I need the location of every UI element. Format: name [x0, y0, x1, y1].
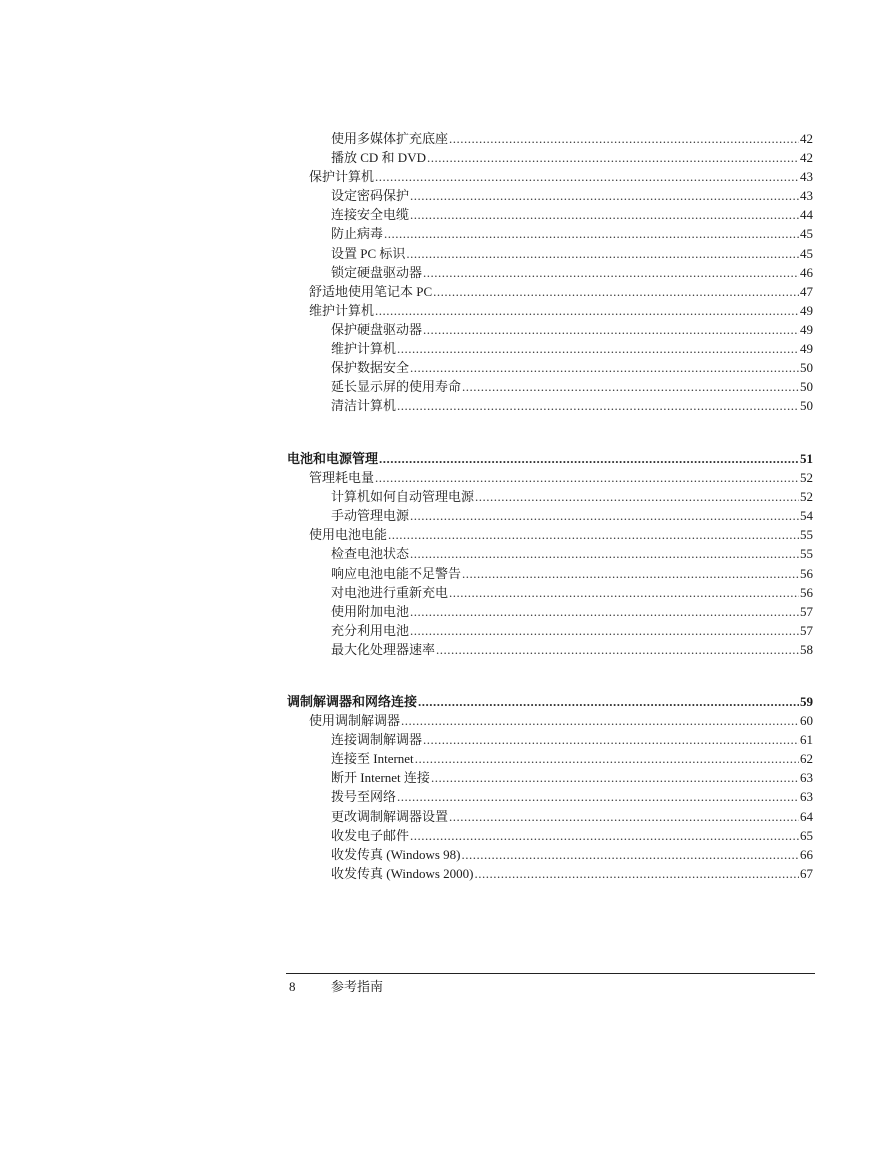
- dot-leader: [397, 396, 799, 415]
- dot-leader: [474, 864, 799, 883]
- dot-leader: [449, 129, 799, 148]
- toc-entry-page-number: 45: [800, 226, 813, 242]
- toc-entry-title: 检查电池状态: [331, 546, 410, 562]
- dot-leader: [461, 845, 799, 864]
- dot-leader: [410, 544, 799, 563]
- toc-entry-page-number: 47: [800, 283, 813, 299]
- dot-leader: [410, 826, 799, 845]
- toc-entry-page-number: 62: [800, 751, 813, 767]
- toc-entry-page-number: 50: [800, 360, 813, 376]
- toc-entry-title: 手动管理电源: [331, 508, 410, 524]
- dot-leader: [388, 525, 799, 544]
- toc-entry-page-number: 56: [800, 584, 813, 600]
- toc-entry[interactable]: [287, 807, 813, 826]
- toc-section-2: [287, 449, 813, 659]
- toc-entry[interactable]: [287, 730, 813, 749]
- toc-entry[interactable]: [287, 826, 813, 845]
- toc-entry[interactable]: [287, 544, 813, 563]
- footer-page-number: 8: [289, 979, 296, 994]
- toc-entry-page-number: 49: [800, 321, 813, 337]
- toc-entry[interactable]: [287, 129, 813, 148]
- toc-entry-page-number: 52: [800, 470, 813, 486]
- toc-entry-page-number: 56: [800, 565, 813, 581]
- dot-leader: [384, 224, 799, 243]
- footer-book-title: 参考指南: [331, 979, 384, 994]
- toc-entry[interactable]: [287, 468, 813, 487]
- toc-entry-page-number: 43: [800, 169, 813, 185]
- toc-entry-title: 锁定硬盘驱动器: [331, 264, 423, 280]
- toc-entry-title: 计算机如何自动管理电源: [331, 489, 475, 505]
- toc-entry-page-number: 55: [800, 546, 813, 562]
- toc-entry[interactable]: [287, 506, 813, 525]
- toc-entry[interactable]: [287, 320, 813, 339]
- toc-entry[interactable]: [287, 186, 813, 205]
- toc-entry-page-number: 51: [800, 451, 813, 466]
- dot-leader: [375, 468, 799, 487]
- toc-entry-page-number: 61: [800, 732, 813, 748]
- toc-entry-title: 使用附加电池: [331, 603, 410, 619]
- toc-entry[interactable]: [287, 396, 813, 415]
- toc-entry-page-number: 64: [800, 808, 813, 824]
- dot-leader: [379, 449, 799, 468]
- dot-leader: [375, 167, 799, 186]
- toc-entry-title: 设定密码保护: [331, 188, 410, 204]
- toc-entry-title: 管理耗电量: [309, 470, 375, 486]
- dot-leader: [462, 564, 799, 583]
- footer-divider: [286, 973, 815, 974]
- toc-entry[interactable]: [287, 339, 813, 358]
- toc-section-1: [287, 129, 813, 415]
- toc-entry-title: 断开 Internet 连接: [331, 770, 430, 786]
- toc-entry-title: 充分利用电池: [331, 622, 410, 638]
- dot-leader: [397, 339, 799, 358]
- toc-entry-page-number: 57: [800, 603, 813, 619]
- toc-entry-title: 防止病毒: [331, 226, 384, 242]
- dot-leader: [406, 244, 799, 263]
- toc-entry-page-number: 42: [800, 131, 813, 146]
- toc-entry-title: 保护计算机: [309, 169, 375, 185]
- toc-entry[interactable]: [287, 301, 813, 320]
- dot-leader: [449, 807, 799, 826]
- toc-entry-title: 电池和电源管理: [287, 451, 379, 466]
- dot-leader: [433, 282, 799, 301]
- dot-leader: [475, 487, 799, 506]
- toc-entry-page-number: 54: [800, 508, 813, 524]
- toc-entry-page-number: 63: [800, 789, 813, 805]
- toc-entry[interactable]: [287, 864, 813, 883]
- dot-leader: [436, 640, 799, 659]
- toc-entry-page-number: 50: [800, 398, 813, 414]
- toc-entry-title: 收发电子邮件: [331, 827, 410, 843]
- toc-entry-title: 收发传真 (Windows 2000): [331, 865, 474, 881]
- toc-entry-page-number: 50: [800, 379, 813, 395]
- dot-leader: [418, 692, 799, 711]
- toc-entry-title: 最大化处理器速率: [331, 641, 436, 657]
- toc-entry-page-number: 66: [800, 846, 813, 862]
- toc-entry-title: 维护计算机: [309, 302, 375, 318]
- toc-entry[interactable]: [287, 845, 813, 864]
- dot-leader: [410, 358, 799, 377]
- toc-entry-page-number: 60: [800, 713, 813, 729]
- dot-leader: [410, 186, 799, 205]
- toc-entry-title: 舒适地使用笔记本 PC: [309, 283, 433, 299]
- toc-entry-page-number: 55: [800, 527, 813, 543]
- toc-entry[interactable]: [287, 640, 813, 659]
- dot-leader: [423, 320, 799, 339]
- toc-entry-title: 使用电池电能: [309, 527, 388, 543]
- toc-entry[interactable]: [287, 692, 813, 711]
- toc-entry[interactable]: [287, 787, 813, 806]
- toc-entry[interactable]: [287, 449, 813, 468]
- toc-entry[interactable]: [287, 621, 813, 640]
- toc-entry[interactable]: [287, 205, 813, 224]
- toc-entry-title: 拨号至网络: [331, 789, 397, 805]
- toc-entry-page-number: 63: [800, 770, 813, 786]
- toc-entry-page-number: 43: [800, 188, 813, 204]
- toc-entry[interactable]: [287, 602, 813, 621]
- toc-entry[interactable]: [287, 358, 813, 377]
- toc-entry-title: 连接调制解调器: [331, 732, 423, 748]
- dot-leader: [410, 621, 799, 640]
- toc-entry-title: 更改调制解调器设置: [331, 808, 449, 824]
- toc-entry-page-number: 49: [800, 341, 813, 357]
- toc-entry-title: 保护数据安全: [331, 360, 410, 376]
- toc-entry[interactable]: [287, 282, 813, 301]
- toc-entry-title: 连接安全电缆: [331, 207, 410, 223]
- toc-section-3: [287, 692, 813, 883]
- toc-entry[interactable]: [287, 749, 813, 768]
- toc-entry-page-number: 67: [800, 865, 813, 881]
- dot-leader: [431, 768, 799, 787]
- toc-entry-title: 调制解调器和网络连接: [287, 694, 418, 709]
- dot-leader: [415, 749, 799, 768]
- toc-entry-title: 维护计算机: [331, 341, 397, 357]
- toc-entry-title: 延长显示屏的使用寿命: [331, 379, 462, 395]
- toc-entry-title: 连接至 Internet: [331, 751, 414, 767]
- toc-entry-title: 保护硬盘驱动器: [331, 321, 423, 337]
- dot-leader: [427, 148, 799, 167]
- dot-leader: [410, 506, 799, 525]
- toc-entry-page-number: 44: [800, 207, 813, 223]
- toc-entry-page-number: 46: [800, 264, 813, 280]
- toc-entry-page-number: 52: [800, 489, 813, 505]
- dot-leader: [410, 602, 799, 621]
- toc-entry[interactable]: [287, 148, 813, 167]
- toc-entry-title: 使用多媒体扩充底座: [331, 131, 449, 146]
- toc-entry-title: 使用调制解调器: [309, 713, 401, 729]
- toc-entry[interactable]: [287, 244, 813, 263]
- toc-entry[interactable]: [287, 768, 813, 787]
- toc-entry[interactable]: [287, 263, 813, 282]
- toc-entry[interactable]: [287, 525, 813, 544]
- dot-leader: [375, 301, 799, 320]
- dot-leader: [423, 263, 799, 282]
- dot-leader: [397, 787, 799, 806]
- toc-entry[interactable]: [287, 224, 813, 243]
- dot-leader: [462, 377, 799, 396]
- toc-entry[interactable]: [287, 167, 813, 186]
- page-footer: [289, 977, 383, 996]
- toc-entry-title: 设置 PC 标识: [331, 245, 406, 261]
- toc-entry[interactable]: [287, 583, 813, 602]
- toc-entry-title: 收发传真 (Windows 98): [331, 846, 461, 862]
- toc-entry-title: 播放 CD 和 DVD: [331, 150, 426, 166]
- toc-entry-page-number: 59: [800, 694, 813, 709]
- toc-entry-page-number: 49: [800, 302, 813, 318]
- dot-leader: [423, 730, 799, 749]
- toc-entry-title: 对电池进行重新充电: [331, 584, 449, 600]
- toc-entry-title: 响应电池电能不足警告: [331, 565, 462, 581]
- dot-leader: [410, 205, 799, 224]
- toc-entry[interactable]: [287, 377, 813, 396]
- toc-entry-page-number: 45: [800, 245, 813, 261]
- toc-entry[interactable]: [287, 711, 813, 730]
- dot-leader: [449, 583, 799, 602]
- dot-leader: [401, 711, 799, 730]
- toc-entry-page-number: 65: [800, 827, 813, 843]
- toc-entry[interactable]: [287, 564, 813, 583]
- toc-entry-page-number: 57: [800, 622, 813, 638]
- toc-entry-page-number: 42: [800, 150, 813, 166]
- toc-entry[interactable]: [287, 487, 813, 506]
- toc-entry-title: 清洁计算机: [331, 398, 397, 414]
- toc-entry-page-number: 58: [800, 641, 813, 657]
